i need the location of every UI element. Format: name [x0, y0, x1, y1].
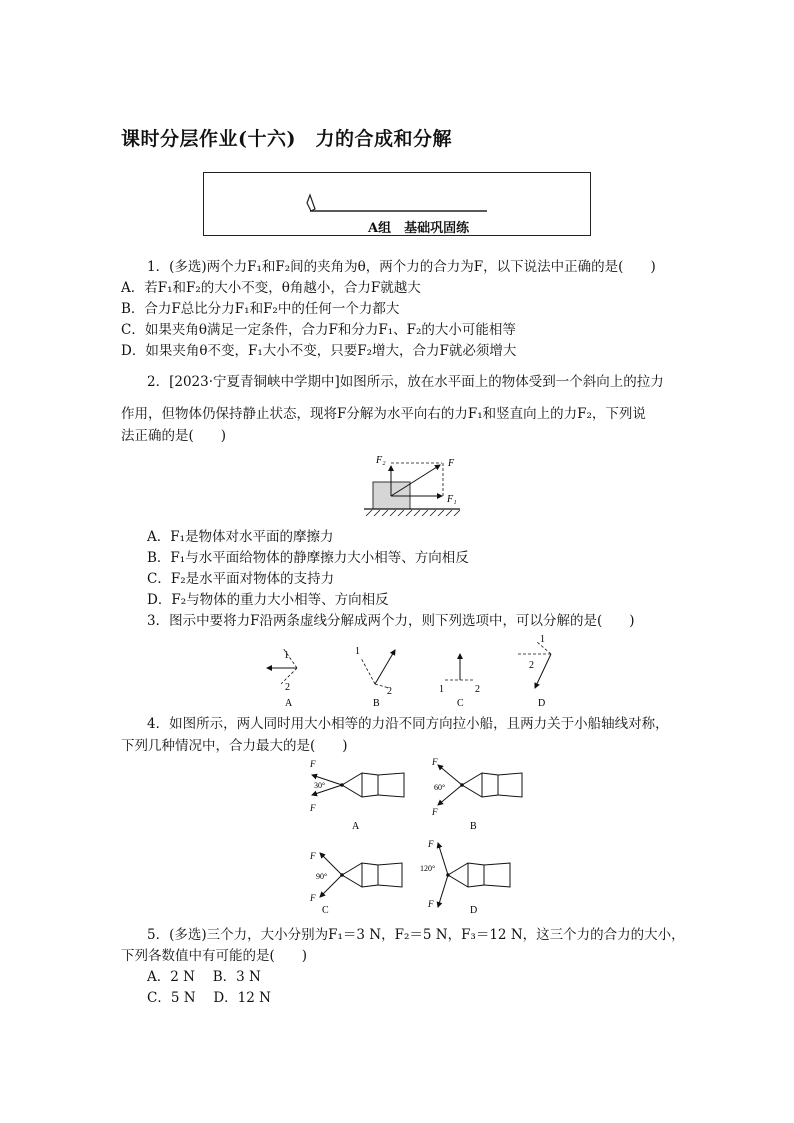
group-label: A组 基础巩固练: [368, 221, 470, 236]
pencil-icon: [304, 193, 494, 217]
q3-figures: [255, 632, 575, 712]
svg-text:2: 2: [387, 686, 392, 697]
q1-option-b: B．合力F总比分力F₁和F₂中的任何一个力都大: [121, 301, 400, 317]
q5-options-row-1: A．2 N B．3 N: [147, 969, 261, 985]
svg-text:F: F: [310, 759, 316, 769]
q1-option-d: D．如果夹角θ不变，F₁大小不变，只要F₂增大，合力F就必须增大: [121, 343, 517, 359]
svg-text:30°: 30°: [314, 781, 326, 790]
q2-option-c: C．F₂是水平面对物体的支持力: [147, 571, 335, 587]
q4-figure-d: [420, 839, 510, 916]
q3-figure-b: [355, 646, 395, 709]
page-title: 课时分层作业(十六) 力的合成和分解: [121, 128, 452, 150]
svg-text:D: D: [538, 698, 546, 709]
q4-stem-1: 4．如图所示，两人同时用大小相等的力沿不同方向拉小船，且两力关于小船轴线对称，: [147, 716, 669, 732]
q2-figure: [360, 452, 470, 522]
q4-figure-c: [309, 851, 402, 916]
q2-label-f: F: [448, 458, 455, 469]
q2-stem-1: 2．[2023·宁夏青铜峡中学期中]如图所示，放在水平面上的物体受到一个斜向上的拉力: [147, 374, 664, 390]
q3-figure-c: [439, 654, 480, 709]
svg-text:120°: 120°: [420, 864, 436, 873]
q4-figure-b: [431, 757, 522, 832]
q5-stem-1: 5．(多选)三个力，大小分别为F₁＝3 N，F₂＝5 N，F₃＝12 N，这三个力的合力的大小，: [147, 927, 685, 943]
q2-option-a: A．F₁是物体对水平面的摩擦力: [147, 529, 334, 545]
svg-text:B: B: [373, 698, 380, 709]
q5-options-row-2: C．5 N D．12 N: [147, 990, 271, 1006]
svg-text:1: 1: [284, 650, 289, 661]
q4-figure-a: [309, 759, 404, 832]
q2-option-b: B．F₁与水平面给物体的静摩擦力大小相等、方向相反: [147, 550, 469, 566]
q2-stem-3: 法正确的是( ): [121, 428, 227, 444]
svg-text:C: C: [457, 698, 464, 709]
svg-text:2: 2: [529, 660, 534, 671]
svg-text:1: 1: [355, 646, 360, 657]
svg-text:F: F: [432, 757, 438, 767]
q5-stem-2: 下列各数值中有可能的是( ): [121, 948, 308, 964]
q1-option-c: C．如果夹角θ满足一定条件，合力F和分力F₁、F₂的大小可能相等: [121, 322, 516, 338]
svg-text:2: 2: [285, 682, 290, 693]
q3-figure-d: [517, 634, 551, 709]
svg-text:F: F: [428, 839, 434, 849]
q2-stem-2: 作用，但物体仍保持静止状态，现将F分解为水平向右的力F₁和竖直向上的力F₂，下列说: [121, 406, 646, 422]
svg-text:B: B: [470, 821, 477, 832]
svg-text:F: F: [310, 851, 316, 861]
svg-text:D: D: [470, 905, 478, 916]
q4-stem-2: 下列几种情况中，合力最大的是( ): [121, 738, 348, 754]
q1-option-a: A．若F₁和F₂的大小不变，θ角越小，合力F就越大: [121, 280, 421, 296]
svg-text:C: C: [322, 905, 329, 916]
q1-stem: 1．(多选)两个力F₁和F₂间的夹角为θ，两个力的合力为F，以下说法中正确的是( ): [147, 259, 656, 275]
q2-label-f2: F₂: [376, 455, 386, 466]
q3-figure-a: [267, 648, 297, 709]
svg-text:F: F: [432, 807, 438, 817]
svg-text:F: F: [310, 893, 316, 903]
q2-option-d: D．F₂与物体的重力大小相等、方向相反: [147, 592, 389, 608]
svg-text:A: A: [285, 698, 293, 709]
svg-text:2: 2: [475, 684, 480, 695]
svg-text:60°: 60°: [434, 783, 446, 792]
svg-text:A: A: [352, 821, 360, 832]
svg-text:1: 1: [439, 684, 444, 695]
svg-text:F: F: [428, 899, 434, 909]
q4-figures: [300, 755, 540, 920]
q3-stem: 3．图示中要将力F沿两条虚线分解成两个力，则下列选项中，可以分解的是( ): [147, 613, 635, 629]
svg-text:90°: 90°: [316, 872, 328, 881]
q2-label-f1: F₁: [447, 494, 457, 505]
svg-text:1: 1: [540, 634, 545, 645]
svg-text:F: F: [310, 803, 316, 813]
